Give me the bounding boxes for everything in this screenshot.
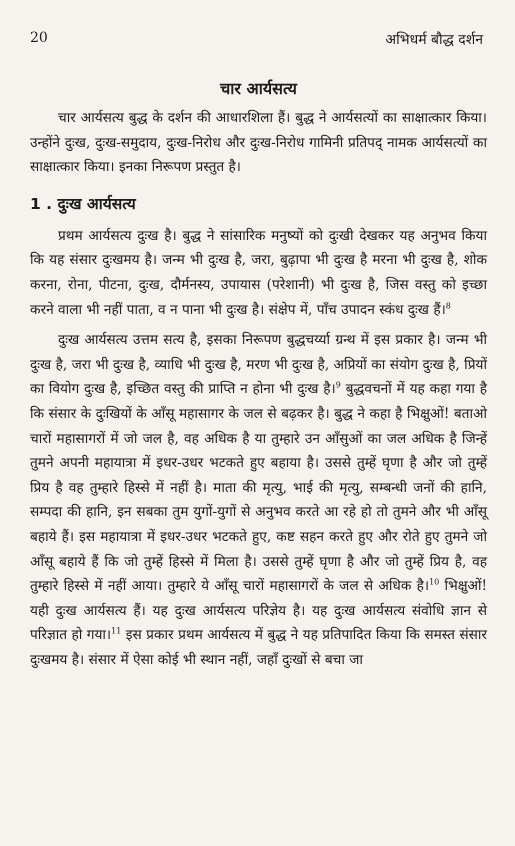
section-heading: 1 . दुःख आर्यसत्य (30, 194, 136, 213)
page-number: 20 (30, 30, 48, 46)
page-body (30, 76, 487, 678)
footnote-marker: 9 (335, 380, 341, 390)
paragraph-text: दुःख आर्यसत्य उत्तम सत्य है, इसका निरूपण बुद्धचर्य्या ग्रन्थ में इस प्रकार है। जन्म भी दुःख है, जरा भी दुःख है, व्याधि भी दुःख है, मरण भी दुःख है, अप्रियों का संयोग दुःख है, प्रियों का वियोग दुःख है, इच्छित वस्तु की प्राप्ति न होना भी दुःख है। (30, 332, 487, 398)
footnote-marker: 11 (111, 626, 122, 636)
paragraph-dukkha-truth (30, 328, 487, 672)
footnote-marker: 10 (429, 577, 440, 587)
chapter-title: चार आर्यसत्य (220, 79, 297, 98)
paragraph-text: बुद्धवचनों में यह कहा गया है कि संसार के दुःखियों के आँसू महासागर के जल से बढ़कर है। बुद्ध ने कहा है भिक्षुओं! बताओ चारों महासागरों में जो जल है, वह अधिक है या तुम्हारे उन आँसुओं का जल अधिक है जिन्हें तुमने अपनी महायात्रा में इधर-उधर भटकते हुए बहाया है। उससे तुम्हें घृणा है और जो तुम्हें प्रिय है वह तुम्हारे हिस्से में नहीं है। माता की मृत्यु, भाई की मृत्यु, सम्बन्धी जनों की हानि, सम्पदा की हानि, इन सबका तुम युगों-युगों से अनुभव करते आ रहे हो तो तुमने और भी आँसू बहाये हैं। इस महायात्रा में इधर-उधर भटकते हुए, कष्ट सहन करते हुए और रोते हुए तुमने जो आँसू बहाये हैं कि जो तुम्हें हिस्से में मिला है। उससे तुम्हें घृणा है और जो तुम्हें प्रिय है, वह तुम्हारे हिस्से में नहीं आया। तुम्हारे ये आँसू चारों महासागरों के जल से अधिक है। (30, 381, 487, 595)
paragraph-dukkha-definition (30, 224, 487, 322)
paragraph-text: भिक्षुओं! यही दुःख आर्यसत्य हैं। यह दुःख आर्यसत्य परिज्ञेय है। यह दुःख आर्यसत्य संवोधि ज्ञान से परिज्ञात हो गया। (30, 578, 487, 644)
running-head: अभिधर्म बौद्ध दर्शन (385, 32, 483, 48)
footnote-marker: 8 (445, 301, 451, 310)
paragraph-text: इस प्रकार प्रथम आर्यसत्य में बुद्ध ने यह प्रतिपादित किया कि समस्त संसार दुःखमय है। संसार में ऐसा कोई भी स्थान नहीं, जहाँ दुःखों से बचा जा (30, 627, 487, 668)
paragraph-text: प्रथम आर्यसत्य दुःख है। बुद्ध ने सांसारिक मनुष्यों को दुःखी देखकर यह अनुभव किया कि यह संसार दुःखमय है। जन्म भी दुःख है, जरा, बुढ़ापा भी दुःख है मरना भी दुःख है, शोक करना, रोना, पीटना, दुःख, दौर्मनस्य, उपायास (परेशानी) भी दुःख है, जिस वस्तु को इच्छा करने वाला भी नहीं पाता, व न पाना भी दुःख है। संक्षेप में, पाँच उपादन स्कंध दुःख हैं। (30, 227, 487, 318)
page-header (30, 30, 483, 52)
intro-paragraph: चार आर्यसत्य बुद्ध के दर्शन की आधारशिला हैं। बुद्ध ने आर्यसत्यों का साक्षात्कार किया। उन्होंने दुःख, दुःख-समुदाय, दुःख-निरोध और दुःख-निरोध गामिनी प्रतिपद् नामक आर्यसत्यों का साक्षात्कार किया। इनका निरूपण प्रस्तुत है। (30, 110, 487, 176)
